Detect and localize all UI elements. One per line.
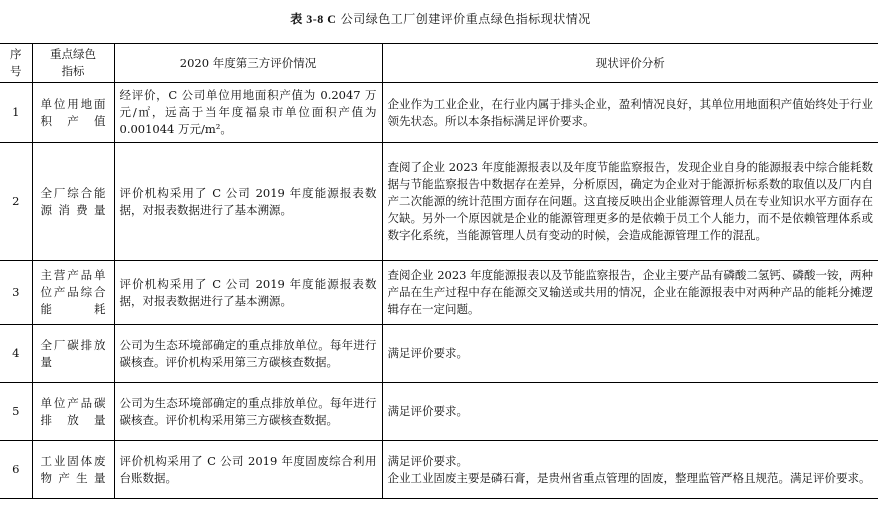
- row-third-party: 公司为生态环境部确定的重点排放单位。每年进行碳核查。评价机构采用第三方碳核查数据。: [114, 325, 382, 383]
- header-seq: 序号: [10, 47, 22, 78]
- row-indicator: 单位产品碳排放量: [32, 383, 114, 441]
- header-indicator-line2: 指标: [61, 64, 85, 78]
- row-indicator: 全厂碳排放量: [32, 325, 114, 383]
- row-analysis: 企业作为工业企业，在行业内属于排头企业，盈利情况良好，其单位用地面积产值始终处于行业领先状态。所以本条指标满足评价要求。: [382, 83, 878, 143]
- row-seq: 2: [12, 194, 20, 208]
- table-row: [0, 143, 878, 261]
- row-third-party: 公司为生态环境部确定的重点排放单位。每年进行碳核查。评价机构采用第三方碳核查数据。: [114, 383, 382, 441]
- row-third-party: 评价机构采用了 C 公司 2019 年度固废综合利用台账数据。: [114, 441, 382, 499]
- row-seq: 4: [12, 346, 20, 360]
- table-row: [0, 325, 878, 383]
- row-third-party: 经评价，C 公司单位用地面积产值为 0.2047 万元/㎡，远高于当年度福泉市单位面积产值为 0.001044 万元/m²。: [114, 83, 382, 143]
- row-indicator: 单位用地面积产值: [32, 83, 114, 143]
- row-indicator: 主营产品单位产品综合能耗: [32, 261, 114, 325]
- table-title: 公司绿色工厂创建评价重点绿色指标现状情况: [340, 12, 591, 26]
- table-number: 表 3-8 C: [290, 12, 337, 26]
- header-indicator-line1: 重点绿色: [50, 47, 96, 61]
- table-header-row: [0, 44, 878, 83]
- row-third-party: 评价机构采用了 C 公司 2019 年度能源报表数据，对报表数据进行了基本溯源。: [114, 261, 382, 325]
- analysis-line: 满足评价要求。: [387, 453, 468, 468]
- header-analysis: 现状评价分析: [382, 44, 878, 83]
- table-caption: [0, 10, 881, 27]
- row-seq: 3: [12, 285, 20, 299]
- row-analysis: 满足评价要求。: [382, 325, 878, 383]
- row-seq: 6: [12, 462, 20, 476]
- row-analysis: [382, 441, 878, 499]
- row-third-party: 评价机构采用了 C 公司 2019 年度能源报表数据，对报表数据进行了基本溯源。: [114, 143, 382, 261]
- analysis-line: 企业工业固废主要是磷石膏，是贵州省重点管理的固废，整理监管严格且规范。满足评价要求。: [387, 470, 871, 485]
- row-analysis: 查阅企业 2023 年度能源报表以及节能监察报告，企业主要产品有磷酸二氢钙、磷酸一铵，两种产品在生产过程中存在能源交叉输送或共用的情况，企业在能源报表中对两种产品的能耗分摊逻辑存在一定问题。: [382, 261, 878, 325]
- row-indicator: 工业固体废物产生量: [32, 441, 114, 499]
- green-indicator-table: [0, 43, 878, 499]
- table-row: [0, 261, 878, 325]
- header-indicator: [32, 44, 114, 83]
- row-seq: 1: [12, 105, 20, 119]
- row-analysis: 满足评价要求。: [382, 383, 878, 441]
- header-third-party: 2020 年度第三方评价情况: [114, 44, 382, 83]
- row-seq: 5: [12, 404, 20, 418]
- row-analysis: 查阅了企业 2023 年度能源报表以及年度节能监察报告，发现企业自身的能源报表中综合能耗数据与节能监察报告中数据存在差异，分析原因，确定为企业对于能源折标系数的取值以及厂内自产二次能源的统计范围方面存在问题。这直接反映出企业能源管理人员在专业知识水平方面存在欠缺。另外一个原因就是企业的能源管理更多的是依赖于员工个人能力，而不是依赖管理体系或数字化系统，当能源管理人员有变动的时候，会造成能源管理工作的混乱。: [382, 143, 878, 261]
- row-indicator: 全厂综合能源消费量: [32, 143, 114, 261]
- table-row: [0, 441, 878, 499]
- table-row: [0, 383, 878, 441]
- table-row: [0, 83, 878, 143]
